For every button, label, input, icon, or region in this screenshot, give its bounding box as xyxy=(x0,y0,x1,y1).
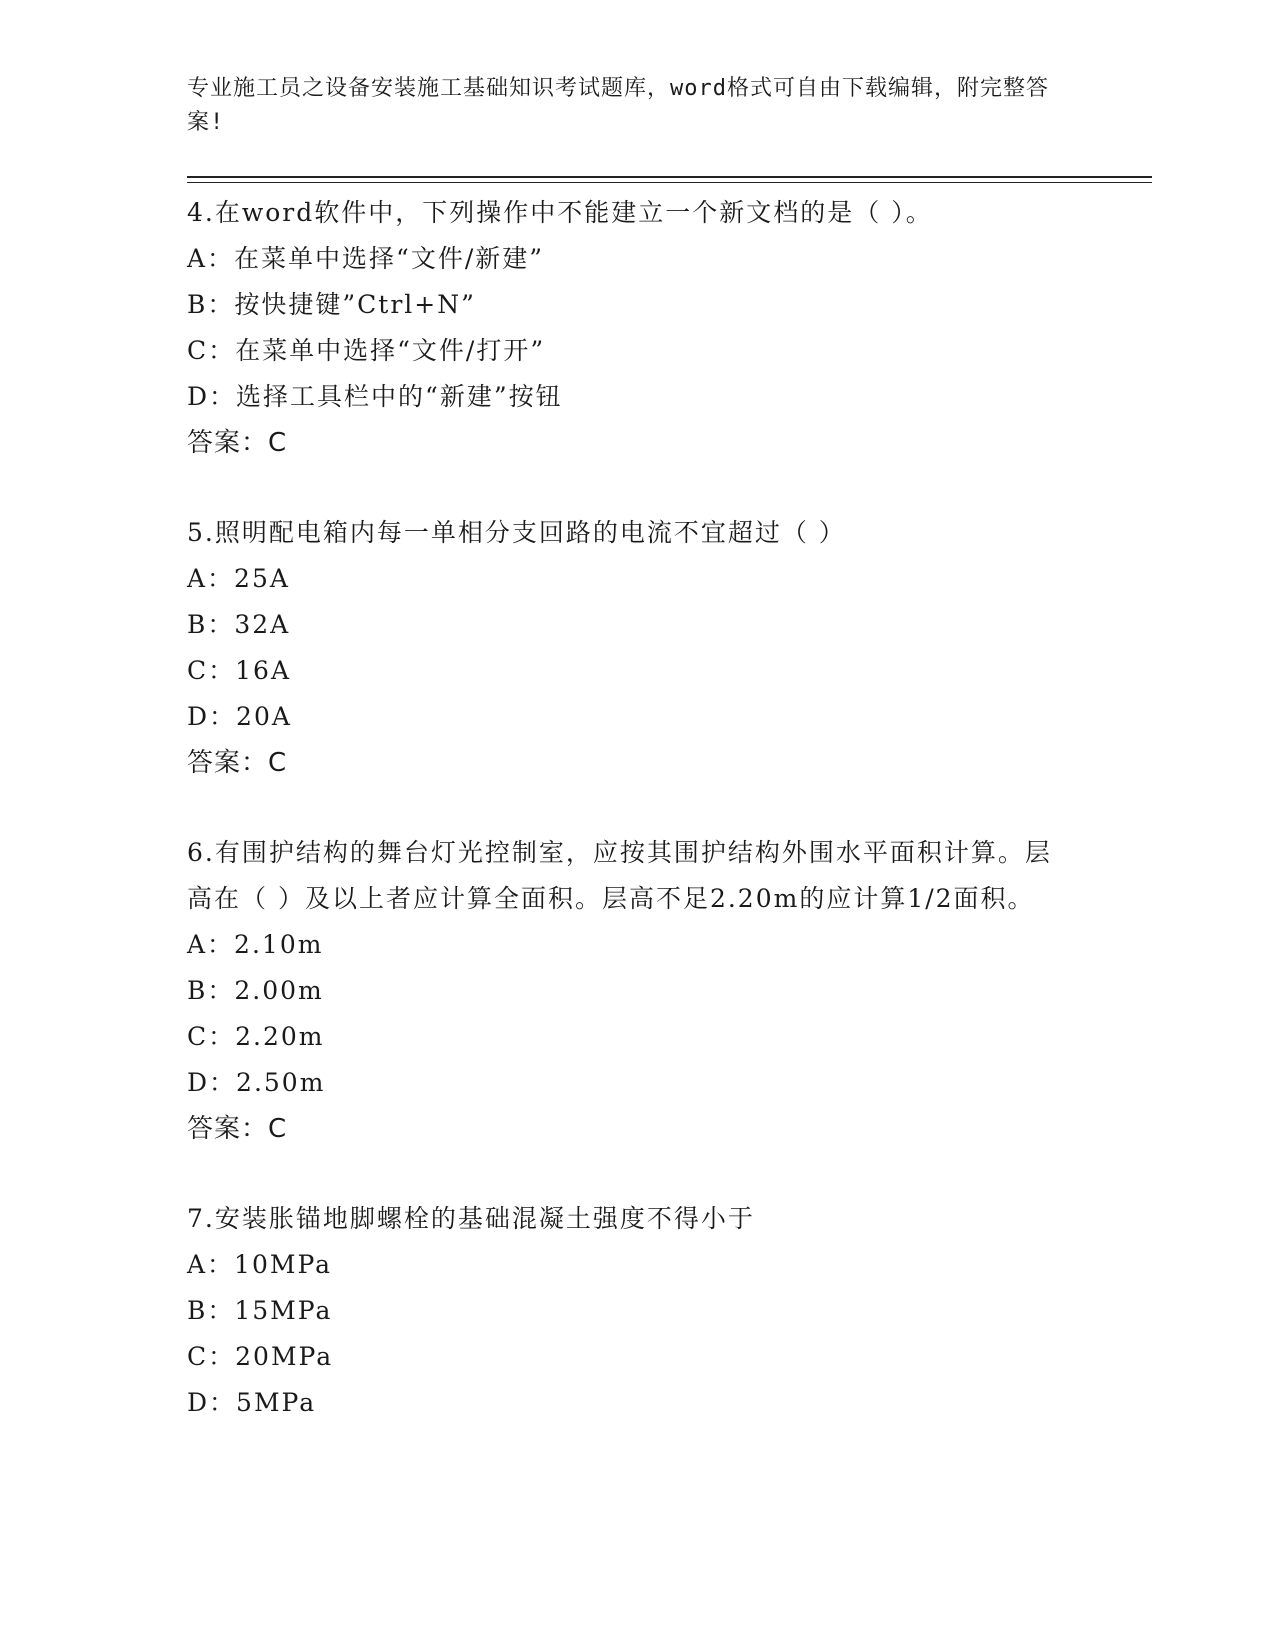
option-c: C：16A xyxy=(187,656,291,685)
option-b: B：2.00m xyxy=(187,976,324,1005)
question-stem: 4.在word软件中，下列操作中不能建立一个新文档的是（ ）。 xyxy=(187,198,933,227)
option-a: A：2.10m xyxy=(187,930,324,959)
option-a: A：10MPa xyxy=(187,1250,333,1279)
question-stem: 7.安装胀锚地脚螺栓的基础混凝土强度不得小于 xyxy=(187,1204,755,1233)
option-d: D：选择工具栏中的“新建”按钮 xyxy=(187,382,563,411)
question-block xyxy=(187,1196,1087,1426)
option-c: C：在菜单中选择“文件/打开” xyxy=(187,336,546,365)
question-stem: 5.照明配电箱内每一单相分支回路的电流不宜超过（ ） xyxy=(187,518,846,547)
option-d: D：5MPa xyxy=(187,1388,317,1417)
question-block xyxy=(187,510,1087,786)
option-a: A：在菜单中选择“文件/新建” xyxy=(187,244,545,273)
question-block xyxy=(187,190,1087,466)
option-b: B：32A xyxy=(187,610,291,639)
option-c: C：2.20m xyxy=(187,1022,325,1051)
header-divider-top xyxy=(187,176,1152,178)
option-a: A：25A xyxy=(187,564,290,593)
document-header: 专业施工员之设备安装施工基础知识考试题库，word格式可自由下载编辑，附完整答案! xyxy=(187,76,1049,135)
header-divider-bottom xyxy=(187,182,1152,183)
option-c: C：20MPa xyxy=(187,1342,334,1371)
answer-text: 答案：C xyxy=(187,748,288,778)
option-b: B：按快捷键”Ctrl+N” xyxy=(187,290,476,319)
answer-text: 答案：C xyxy=(187,1114,288,1144)
question-block xyxy=(187,830,1087,1152)
option-d: D：2.50m xyxy=(187,1068,326,1097)
option-d: D：20A xyxy=(187,702,292,731)
question-list xyxy=(187,190,1087,1426)
option-b: B：15MPa xyxy=(187,1296,333,1325)
answer-text: 答案：C xyxy=(187,428,288,458)
question-stem: 6.有围护结构的舞台灯光控制室，应按其围护结构外围水平面积计算。层高在（ ）及以上者应计算全面积。层高不足2.20m的应计算1/2面积。 xyxy=(187,838,1052,913)
